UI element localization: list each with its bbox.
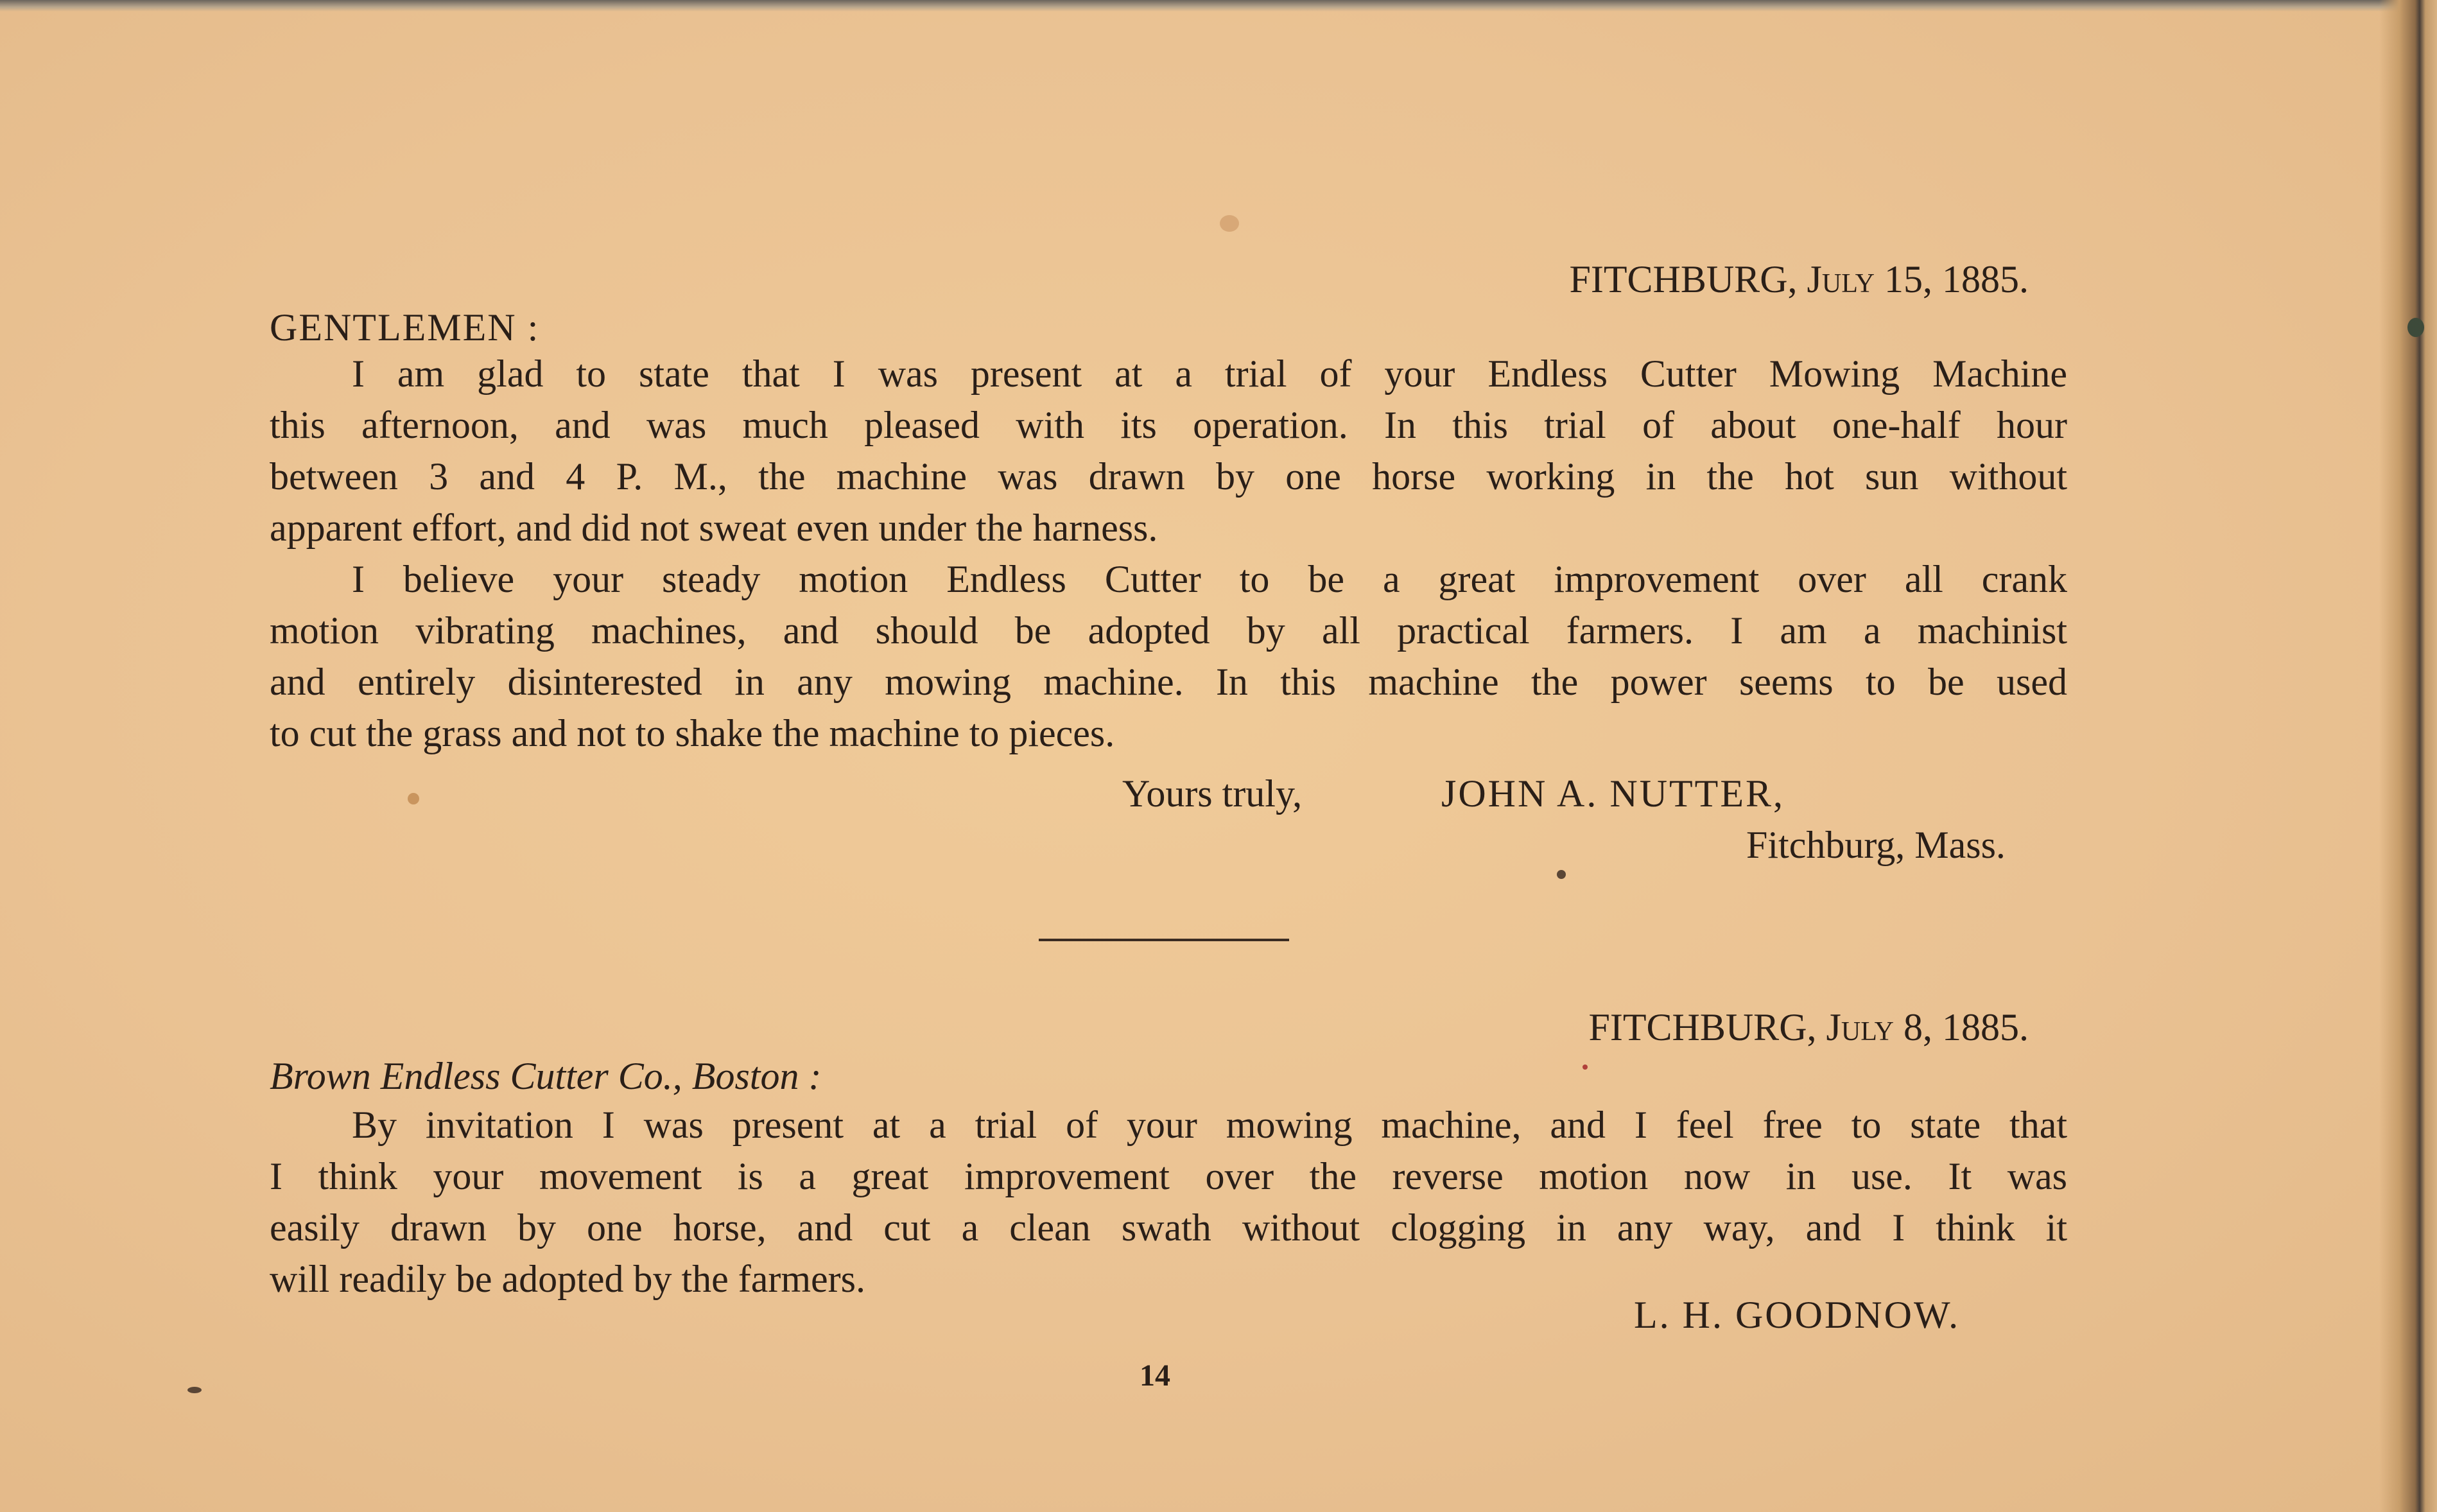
letter2-signature: L. H. GOODNOW. <box>1634 1294 1961 1336</box>
paper-speck <box>408 793 419 804</box>
page-top-edge <box>0 0 2437 12</box>
paper-speck <box>1583 1064 1588 1070</box>
paper-speck <box>1220 215 1239 232</box>
letter1-line-8: to cut the grass and not to shake the machine to pieces. <box>270 712 1115 754</box>
letter1-line-1: I am glad to state that I was present at a trial of your Endless Cutter Mowing Machine <box>352 352 2067 395</box>
page-number: 14 <box>1140 1359 1170 1393</box>
letter1-dateline: FITCHBURG, July 15, 1885. <box>1569 258 2029 300</box>
paper-speck <box>2407 318 2424 337</box>
letter2-line-3: easily drawn by one horse, and cut a clean swath without clogging in any way, and I think it <box>270 1206 2067 1249</box>
letter2-salutation: Brown Endless Cutter Co., Boston : <box>270 1055 822 1097</box>
book-gutter <box>2379 0 2437 1512</box>
letter1-line-7: and entirely disinterested in any mowing machine. In this machine the power seems to be used <box>270 661 2067 703</box>
letter1-closing: Yours truly, <box>1122 772 1303 815</box>
letter1-line-4: apparent effort, and did not sweat even under the harness. <box>270 507 1158 549</box>
letter1-signature: JOHN A. NUTTER, <box>1441 772 1785 815</box>
paper-speck <box>1557 870 1566 879</box>
letter1-signature-location: Fitchburg, Mass. <box>1746 824 2006 866</box>
letter1-line-5: I believe your steady motion Endless Cutter to be a great improvement over all crank <box>352 558 2067 600</box>
letter2-dateline: FITCHBURG, July 8, 1885. <box>1588 1006 2029 1048</box>
paper-speck <box>187 1387 202 1393</box>
letter1-line-2: this afternoon, and was much pleased with its operation. In this trial of about one-half hour <box>270 404 2067 446</box>
letter2-line-2: I think your movement is a great improvement over the reverse motion now in use. It was <box>270 1155 2067 1197</box>
letter2-line-1: By invitation I was present at a trial of your mowing machine, and I feel free to state that <box>352 1104 2067 1146</box>
letter1-salutation: GENTLEMEN : <box>270 306 540 349</box>
letter1-line-3: between 3 and 4 P. M., the machine was drawn by one horse working in the hot sun without <box>270 455 2067 498</box>
section-divider <box>1039 939 1289 941</box>
letter1-line-6: motion vibrating machines, and should be adopted by all practical farmers. I am a machinist <box>270 609 2067 652</box>
letter2-line-4: will readily be adopted by the farmers. <box>270 1258 866 1300</box>
